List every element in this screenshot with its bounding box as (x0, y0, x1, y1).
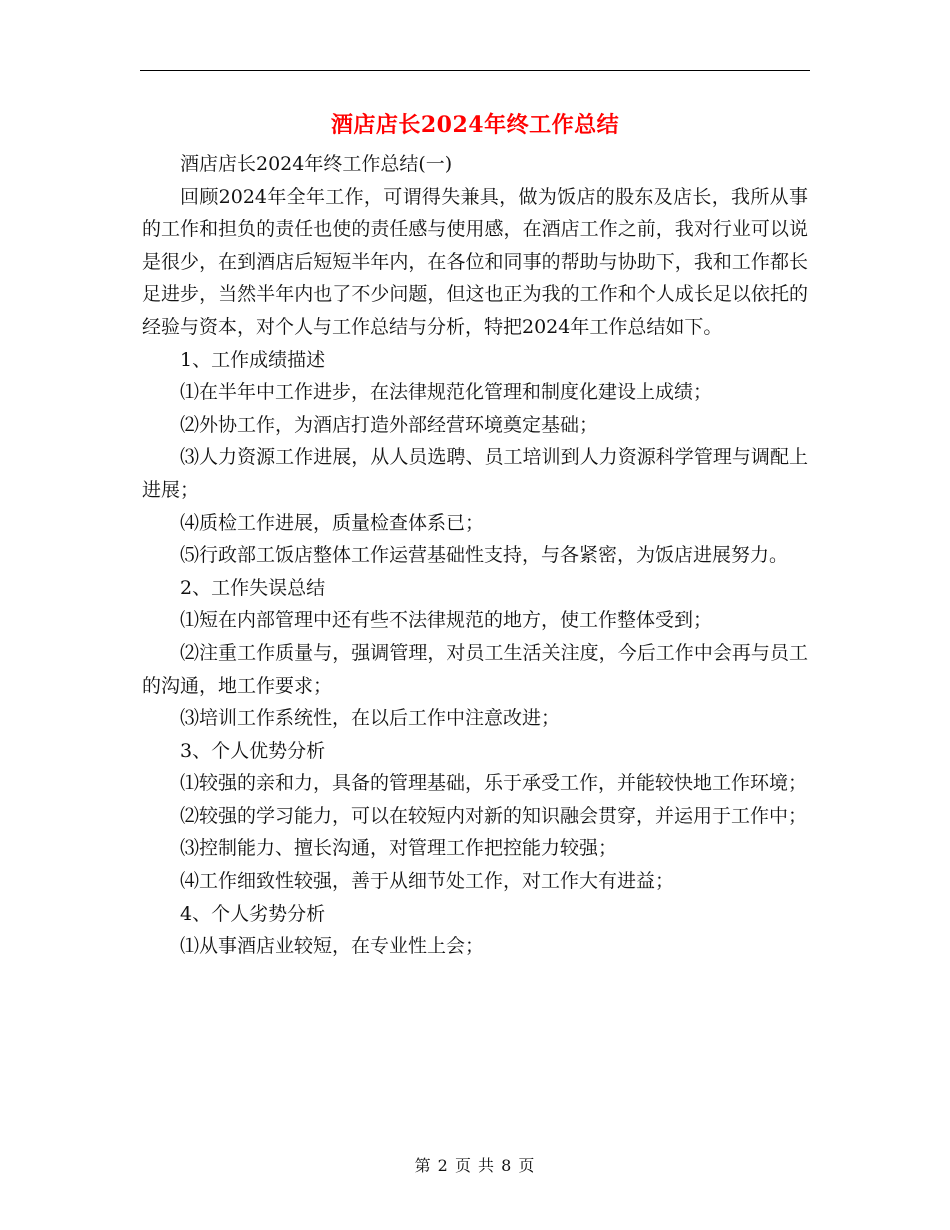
list-item: ⑵较强的学习能力，可以在较短内对新的知识融会贯穿，并运用于工作中； (180, 804, 808, 827)
list-item: ⑵外协工作，为酒店打造外部经营环境奠定基础； (180, 413, 599, 436)
section-heading: 4、个人劣势分析 (180, 902, 326, 925)
section-heading: 2、工作失误总结 (180, 576, 326, 599)
list-item: ⑶培训工作系统性，在以后工作中注意改进； (180, 707, 561, 730)
section-heading: 3、个人优势分析 (180, 739, 326, 762)
list-item: ⑶人力资源工作进展，从人员选聘、员工培训到人力资源科学管理与调配上进展； (142, 446, 808, 501)
list-item: ⑷工作细致性较强，善于从细节处工作，对工作大有进益； (180, 870, 675, 893)
document-body (142, 148, 808, 963)
document-title: 酒店店长2024年终工作总结 (330, 112, 620, 138)
list-item: ⑷质检工作进展，质量检查体系已； (180, 511, 485, 534)
list-item: ⑴在半年中工作进步，在法律规范化管理和制度化建设上成绩； (180, 381, 713, 404)
list-item: ⑸行政部工饭店整体工作运营基础性支持，与各紧密，为饭店进展努力。 (180, 544, 789, 567)
list-item: ⑶控制能力、擅长沟通，对管理工作把控能力较强； (180, 837, 618, 860)
list-item: ⑴较强的亲和力，具备的管理基础，乐于承受工作，并能较快地工作环境； (180, 772, 808, 795)
section-heading: 1、工作成绩描述 (180, 348, 326, 371)
list-item: ⑵注重工作质量与，强调管理，对员工生活关注度，今后工作中会再与员工的沟通，地工作要求； (142, 641, 808, 697)
paragraph: 回顾2024年全年工作，可谓得失兼具，做为饭店的股东及店长，我所从事的工作和担负的责任也使的责任感与使用感，在酒店工作之前，我对行业可以说是很少，在到酒店后短短半年内，在各位和同事的帮助与协助下，我和工作都长足进步，当然半年内也了不少问题，但这也正为我的工作和个人成长足以依托的经验与资本，对个人与工作总结与分析，特把2024年工作总结如下。 (142, 185, 808, 338)
list-item: ⑴从事酒店业较短，在专业性上会； (180, 935, 485, 958)
page-footer: 第 2 页 共 8 页 (414, 1156, 536, 1175)
header-rule (140, 70, 810, 71)
list-item: ⑴短在内部管理中还有些不法律规范的地方，使工作整体受到； (180, 609, 713, 632)
paragraph: 酒店店长2024年终工作总结(一) (180, 153, 453, 175)
